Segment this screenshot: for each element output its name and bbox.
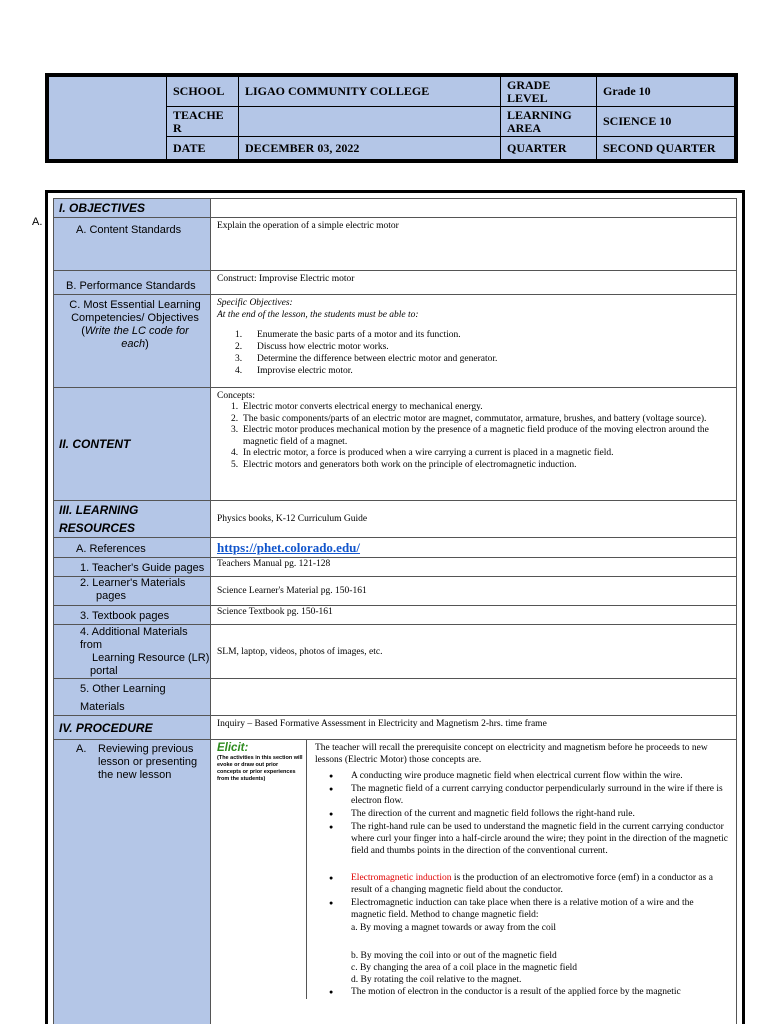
grade-level-value: Grade 10 xyxy=(597,77,735,107)
procedure-intro: The teacher will recall the prerequisite concept on electricity and magnetism before he proceeds to new lessons (Electric Motor) those concepts are. xyxy=(315,743,708,765)
date-label: DATE xyxy=(167,137,239,160)
date-value: DECEMBER 03, 2022 xyxy=(239,137,501,160)
melc-label-close: ) xyxy=(145,338,149,350)
concept-item xyxy=(211,402,736,414)
teacher-label: TEACHER xyxy=(167,107,239,137)
objective-item-number: 4. xyxy=(235,366,243,376)
quarter-label: QUARTER xyxy=(501,137,597,160)
emi-methods-intro: ● Electromagnetic induction can take place when there is a relative motion of a wire and the magnetic field. Method to change magnetic field: xyxy=(307,897,736,921)
additional-materials-value: SLM, laptop, videos, photos of images, etc. xyxy=(217,646,383,657)
concept-item-number: 5. xyxy=(231,459,239,470)
procedure-bullet: ● The direction of the current and magnetic field follows the right-hand rule. xyxy=(307,808,736,820)
learning-area-label: LEARNING AREA xyxy=(501,107,597,137)
objective-item xyxy=(211,353,736,365)
content-title: II. CONTENT xyxy=(59,437,131,451)
concept-item-text: The basic components/parts of an electric motor are magnet, commutator, armature, brushes, and battery (voltage source). xyxy=(243,413,707,424)
resources-title-value: Physics books, K-12 Curriculum Guide xyxy=(217,514,368,524)
concept-item xyxy=(211,448,736,460)
content-standards-value: Explain the operation of a simple electric motor xyxy=(217,221,399,231)
method-b: b. By moving the coil into or out of the magnetic field xyxy=(351,951,557,961)
concept-item xyxy=(211,460,736,472)
last-bullet: ● The motion of electron in the conductor is a result of the applied force by the magnetic xyxy=(307,986,736,998)
objective-item-number: 3. xyxy=(235,354,243,364)
teachers-guide-value: Teachers Manual pg. 121-128 xyxy=(217,559,331,569)
textbook-value: Science Textbook pg. 150-161 xyxy=(217,607,333,617)
additional-materials-label: 4. Additional Materials from xyxy=(80,626,188,651)
objective-item xyxy=(211,329,736,341)
header-table xyxy=(45,73,738,163)
other-materials-label: 5. Other Learning Materials xyxy=(80,683,166,713)
concept-item-text: Electric motor produces mechanical motion by the presence of a magnetic field produce of the moving electron around the magnetic field of a magnet. xyxy=(243,425,709,447)
resources-title: III. LEARNING RESOURCES xyxy=(59,503,139,535)
concept-item xyxy=(211,414,736,426)
step-a-label-2: lesson or presenting xyxy=(98,756,198,768)
content-standards-label: A. Content Standards xyxy=(76,224,182,236)
objectives-title: I. OBJECTIVES xyxy=(59,201,146,215)
concept-item-text: Electric motors and generators both work on the principle of electromagnetic induction. xyxy=(243,459,577,470)
teacher-value xyxy=(239,107,501,137)
method-c: c. By changing the area of a coil place in the magnetic field xyxy=(351,963,578,973)
learners-materials-value: Science Learner's Material pg. 150-161 xyxy=(217,586,367,596)
learners-materials-label: 2. Learner's Materials xyxy=(80,577,186,589)
objective-item-text: Improvise electric motor. xyxy=(257,366,353,376)
emi-bullets xyxy=(307,872,736,921)
references-link[interactable]: https://phet.colorado.edu/ xyxy=(217,539,361,555)
objective-item-text: Determine the difference between electric motor and generator. xyxy=(257,354,498,364)
last-bullets xyxy=(307,986,736,998)
school-label: SCHOOL xyxy=(167,77,239,107)
elicit-note: (The activities in this section will evoke or draw out prior concepts or prior experiences from the students) xyxy=(217,755,303,782)
melc-label: C. Most Essential Learning Competencies/ Objectives xyxy=(69,299,201,324)
melc-label-open: ( xyxy=(81,325,85,337)
objective-item-text: Enumerate the basic parts of a motor and its function. xyxy=(257,330,461,340)
lesson-plan-table xyxy=(45,190,745,1024)
textbook-label: 3. Textbook pages xyxy=(80,610,170,622)
references-label: A. References xyxy=(76,543,146,555)
step-a-number: A. xyxy=(76,743,87,755)
concept-item xyxy=(211,425,736,448)
concept-item-number: 1. xyxy=(231,402,239,412)
concepts-label: Concepts: xyxy=(217,391,255,401)
concept-item-text: Electric motor converts electrical energy to mechanical energy. xyxy=(243,402,483,412)
emi-definition xyxy=(307,872,736,896)
procedure-bullet: ● The right-hand rule can be used to understand the magnetic field in the current carrying conductor where curl your finger into a half-circle around the wire; they point in the direction of the magnetic field and thumbs points in the direction of the conventional current. xyxy=(307,821,736,857)
method-a: a. By moving a magnet towards or away from the coil xyxy=(351,923,556,933)
performance-standards-label: B. Performance Standards xyxy=(66,279,196,292)
school-value: LIGAO COMMUNITY COLLEGE xyxy=(239,77,501,107)
procedure-bullet: ● The magnetic field of a current carrying conductor perpendicularly surround in the wire if there is electron flow. xyxy=(307,783,736,807)
procedure-bullet: ● A conducting wire produce magnetic field when electrical current flow within the wire. xyxy=(307,770,736,782)
emi-rest: is the production of an electromotive force (emf) in a conductor as a result of a changing magnetic field about the conductor. xyxy=(351,873,713,895)
procedure-title: IV. PROCEDURE xyxy=(59,720,153,735)
header-logo-cell xyxy=(49,77,167,160)
objectives-title-value xyxy=(211,199,737,218)
method-d: d. By rotating the coil relative to the magnet. xyxy=(351,975,522,985)
performance-standards-value: Construct: Improvise Electric motor xyxy=(217,274,355,284)
additional-materials-label-3: portal xyxy=(90,665,118,677)
concept-item-number: 4. xyxy=(231,448,239,458)
concepts-list xyxy=(211,402,736,471)
specific-objectives-heading: Specific Objectives: xyxy=(217,298,293,308)
objectives-list xyxy=(211,329,736,377)
objective-item-text: Discuss how electric motor works. xyxy=(257,342,389,352)
quarter-value: SECOND QUARTER xyxy=(597,137,735,160)
concept-item-text: In electric motor, a force is produced when a wire carrying a current is placed in a magnetic field. xyxy=(243,448,614,458)
step-a-label-3: the new lesson xyxy=(98,769,172,781)
concept-item-number: 2. xyxy=(231,413,239,424)
additional-materials-label-2: Learning Resource (LR) xyxy=(92,652,210,664)
concept-item-number: 3. xyxy=(231,425,239,435)
step-a-label: Reviewing previous xyxy=(98,743,194,755)
emi-term: Electromagnetic induction xyxy=(351,873,452,883)
objective-item-number: 1. xyxy=(235,330,243,340)
grade-level-label: GRADE LEVEL xyxy=(501,77,597,107)
teachers-guide-label: 1. Teacher's Guide pages xyxy=(80,562,205,574)
procedure-bullets xyxy=(307,770,736,857)
procedure-title-value: Inquiry – Based Formative Assessment in Electricity and Magnetism 2-hrs. time frame xyxy=(217,719,547,729)
learning-area-value: SCIENCE 10 xyxy=(597,107,735,137)
learners-materials-label-2: pages xyxy=(96,590,126,602)
elicit-title: Elicit: xyxy=(217,742,249,754)
specific-objectives-intro: At the end of the lesson, the students must be able to: xyxy=(217,310,419,320)
objective-item xyxy=(211,341,736,353)
margin-marker: A. xyxy=(32,216,43,228)
objective-item xyxy=(211,365,736,377)
objective-item-number: 2. xyxy=(235,342,243,352)
melc-label-italic: Write the LC code for each xyxy=(84,325,189,350)
other-materials-value xyxy=(211,679,737,716)
